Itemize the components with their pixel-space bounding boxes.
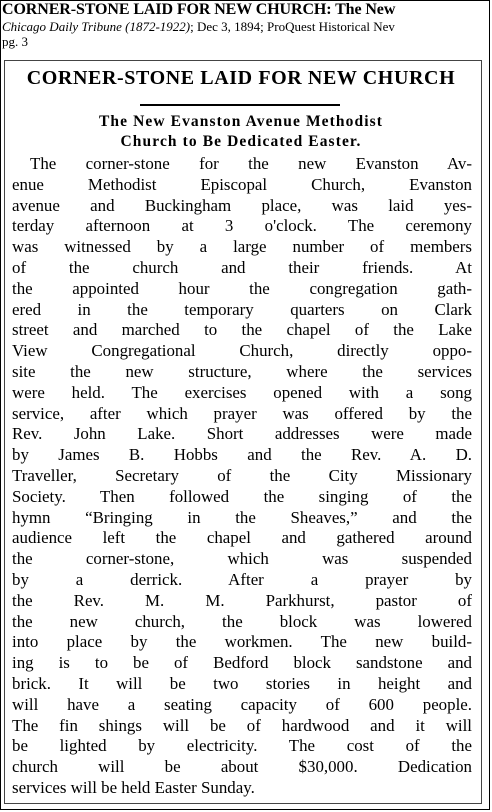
body-line: Society. Then followed the singing of the [12,486,472,506]
body-line: the new church, the block was lowered [12,611,472,631]
headline-rule [140,104,340,106]
citation-title: CORNER-STONE LAID FOR NEW CHURCH: The New [2,1,396,18]
body-line: of the church and their friends. At [12,257,472,277]
citation-publication: Chicago Daily Tribune (1872-1922) [2,19,191,34]
body-line: audience left the chapel and gathered around [12,528,472,548]
body-line: street and marched to the chapel of the Lake [12,320,472,340]
body-line: avenue and Buckingham place, was laid yes- [12,195,472,215]
body-line: Traveller, Secretary of the City Missionary [12,465,472,485]
citation-header [2,0,488,49]
body-line: ing is to be of Bedford block sandstone and [12,653,472,673]
article-headline: CORNER-STONE LAID FOR NEW CHURCH [26,67,456,89]
body-line: the corner-stone, which was suspended [12,549,472,569]
body-line: View Congregational Church, directly oppo- [12,341,472,361]
body-line: service, after which prayer was offered by the [12,403,472,423]
subhead-line: The New Evanston Avenue Methodist [98,113,384,130]
article-subhead [6,112,476,152]
body-line: church will be about $30,000. Dedication [12,757,472,777]
body-line: ered in the temporary quarters on Clark [12,299,472,319]
body-line: by a derrick. After a prayer by [12,569,472,589]
body-line: by James B. Hobbs and the Rev. A. D. [12,445,472,465]
body-line: the appointed hour the congregation gath- [12,278,472,298]
body-line: into place by the workmen. The new build- [12,632,472,652]
citation-source [2,19,488,34]
body-line: was witnessed by a large number of members [12,237,472,257]
body-line: were held. The exercises opened with a song [12,382,472,402]
body-line: terday afternoon at 3 o'clock. The ceremony [12,216,472,236]
body-line: enue Methodist Episcopal Church, Evanston [12,174,472,194]
body-line: brick. It will be two stories in height and [12,673,472,693]
body-line: the Rev. M. M. Parkhurst, pastor of [12,590,472,610]
body-line: be lighted by electricity. The cost of the [12,736,472,756]
citation-page: pg. 3 [2,34,28,49]
body-line: The fin shings will be of hardwood and it will [12,715,472,735]
subhead-line: Church to Be Dedicated Easter. [120,133,362,150]
body-line: Rev. John Lake. Short addresses were made [12,424,472,444]
body-line: The corner-stone for the new Evanston Av- [30,154,472,173]
article-body [12,154,472,799]
body-line: will have a seating capacity of 600 people. [12,694,472,714]
body-line: hymn “Bringing in the Sheaves,” and the [12,507,472,527]
body-line: site the new structure, where the services [12,361,472,381]
body-line: services will be held Easter Sunday. [12,777,255,797]
citation-source-details: ; Dec 3, 1894; ProQuest Historical Nev [190,19,395,34]
